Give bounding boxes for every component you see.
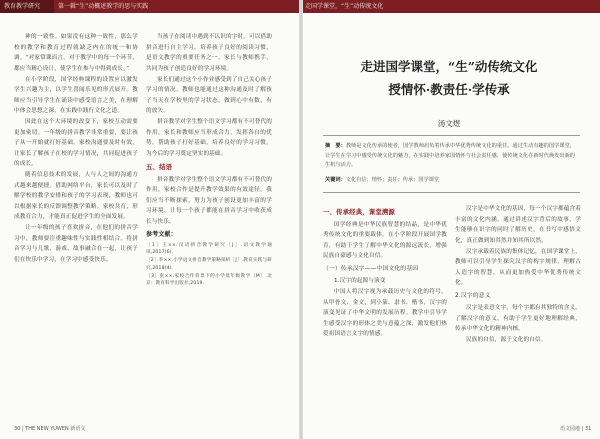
- paragraph: 拼音教学对学生整个语文学习都有不可替代的作用。家长和教师应当形成合力，发挥各自的优势，帮助孩子打好基础，培养良好的学习习惯，为今后的学习奠定坚实的基础。: [146, 119, 272, 157]
- right-column-1: [323, 204, 447, 428]
- keywords-label: 关键词：: [325, 177, 346, 183]
- abstract-label: 摘 要：: [325, 143, 346, 149]
- paragraph: 在小学阶段，国学经典课程的设置应以激发学生兴趣为主，以学生喜闻乐见的形式展开。教师应当引导学生在诵读中感受语言之美，在理解中体会思想之深，在实践中践行文化之道。: [14, 76, 138, 114]
- abstract-text: 教师是文化传承的使者，国学教师肩负着传承中华优秀传统文化的重任。通过生动有趣的国学课堂，让学生在学习中感受传统文化的魅力，在实践中培养家国情怀与社会责任感，使传统文化在新时代焕发出新的生机与活力。: [325, 143, 575, 168]
- header-section-tag: 教育教学研究: [4, 3, 41, 10]
- references-heading: 参考文献：: [146, 231, 177, 238]
- left-column-2: [146, 32, 272, 428]
- divider: [323, 135, 580, 136]
- keywords: [325, 176, 575, 186]
- paragraph: 拼音教学对学生整个语文学习都有不可替代的作用，家校合作是提升教学效果的有效途径。我们应当不断探索，努力为孩子创设更加丰富的学习环境，让每一个孩子都能在拼音学习中收获成长与快乐。: [146, 176, 272, 225]
- paragraph: 当孩子在阅读中遇到不认识的字时，可以借助拼音进行自主学习。培养孩子良好的阅读习惯，是语文教学的重要任务之一。家长与教师携手，共同为孩子创造良好的学习环境。: [146, 34, 272, 72]
- subsection-heading: （一）传承汉字——中国文化的基因: [323, 265, 419, 272]
- article-subtitle: 授情怀·教责任·学传承: [388, 82, 510, 97]
- header-right-title: 走国学课堂，“生”动传统文化: [305, 3, 384, 10]
- paragraph: 神的一致性。如果没有这种一致性，那么学校的教学和教育过程就缺乏内在的统一和协调。“对家常课而言，对于教学中的每一个环节，都应当精心设计，使学生在参与中得到成长。”: [14, 34, 138, 72]
- section-heading-conclusion: 五、结语: [146, 163, 173, 171]
- article-title: 走进国学课堂，“生”动传统文化: [360, 59, 538, 74]
- section-heading: 一、传承经典，课堂溯源: [323, 208, 395, 216]
- right-column-2: [455, 204, 581, 428]
- divider: [323, 192, 580, 193]
- page-fold: [299, 0, 303, 439]
- abstract: [325, 142, 575, 171]
- paragraph: 1.汉字的起源与演变: [334, 278, 386, 284]
- paragraph: 汉字是表意文字，每个字都有其独特的含义。了解汉字的意义，有助于学生更好地理解经典，传承中华文化的精神内核。: [455, 305, 581, 332]
- left-column-1: [14, 32, 138, 428]
- paragraph: 民族的自信，源于文化的自信。: [466, 337, 547, 343]
- reference-item: ［2］李××.小学语文拼音教学策略探析［J］.教育实践与研究,2018(4).: [146, 258, 272, 271]
- paragraph: 汉字是中华文化的基因，每一个汉字都蕴含着丰富的文化内涵。通过讲述汉字背后的故事，学生能够在识字的同时了解历史，在书写中感悟文化，真正做到知其然并知其所以然。: [455, 206, 581, 244]
- paragraph: 随着信息技术的发展，人与人之间的沟通方式越来越便捷。借助网络平台，家长可以及时了解学校的教学安排和孩子的学习表现，教师也可以根据家长的反馈调整教学策略。家校共育，形成教育合力，才能真正促进学生的全面发展。: [14, 172, 138, 220]
- paragraph: 让一年级的孩子喜欢拼音，在他们的拼音学习中，教师要注重趣味性与实践性相结合。将拼音学习与儿歌、游戏、故事融合在一起，让孩子们在快乐中学习，在学习中感受快乐。: [14, 225, 138, 263]
- left-header-bar: [0, 0, 299, 13]
- paragraph: 国学经典是中华民族智慧的结晶，是中华优秀传统文化的重要载体。在小学阶段开展国学教育，有助于学生了解中华文化的源远流长，增强民族自豪感与文化自信。: [323, 221, 447, 259]
- reference-item: ［1］王××.汉语拼音教学研究［J］.语文教学通讯,2017(6).: [146, 242, 272, 255]
- paragraph: 因此在这个大环境的改变下，家校互动需要更加密切。一年级的拼音教学非常重要，要让孩子从一开始就打好基础。家校沟通要及时有效，让家长了解孩子在校的学习情况，共同促进孩子的成长。: [14, 119, 138, 167]
- article-author: 汤文煜: [437, 119, 461, 128]
- reference-item: ［3］张××.家校合作背景下的小学低年级教学［M］.北京：教育科学出版社,2019.: [146, 273, 272, 286]
- right-page-number: 语文园地 | 31: [560, 426, 592, 432]
- paragraph: 汉字承载着民族的集体记忆，在国学课堂上，教师可以引导学生探究汉字的构字规律，理解古人造字的智慧，从而更加热爱中华优秀传统文化。: [455, 248, 581, 286]
- subsection-heading: 2.汉字的意义: [455, 292, 491, 299]
- keywords-text: 文化自信；情怀；责任；传承；国学课堂: [345, 177, 440, 183]
- paragraph: 家长们通过这个小作业感受到了自己关心孩子学习的情况，教师也能通过这种沟通及时了解孩子当天在学校里的学习状态，做到心中有数，有的放矢。: [146, 76, 272, 114]
- paragraph: 中国人将汉字视为承载历史与文化的符号。从甲骨文、金文，到小篆、隶书、楷书，汉字的演变见证了中华文明的发展历程。教学中引导学生感受汉字的形体之美与意蕴之深，激发他们热爱祖国语言文字的情感。: [323, 289, 447, 337]
- left-page-number: 30 | THE NEW YUWEN 新语文: [14, 426, 86, 432]
- header-left-title: 第一辑“生”动概述教学的思与实践: [58, 3, 149, 10]
